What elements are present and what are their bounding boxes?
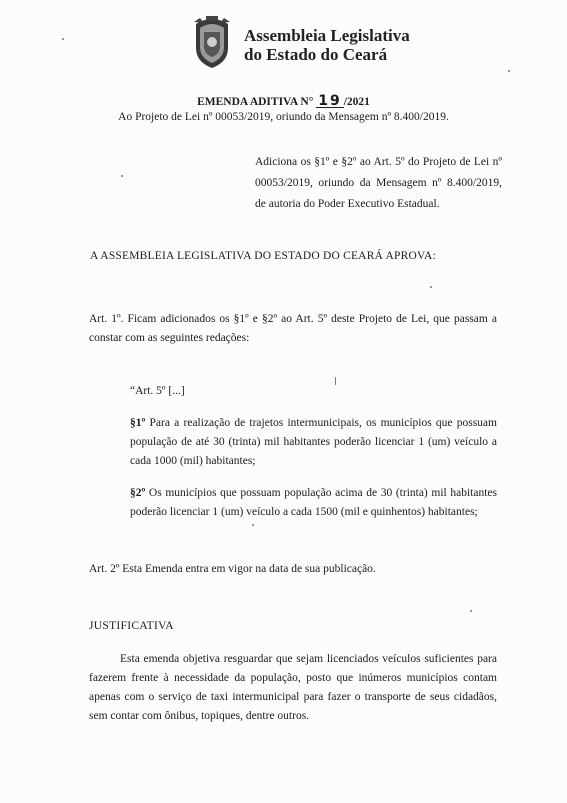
paragraph-1-text: Para a realização de trajetos intermunicipais, os municípios que possuam população de até 30 (trinta) mil habitantes poderão licenciar 1 (um) veículo a cada 1000 (mil) habitantes; — [130, 417, 497, 467]
title-prefix: EMENDA ADITIVA N° — [197, 96, 314, 108]
org-line-1: Assembleia Legislativa — [244, 26, 410, 45]
paragraph-2 — [130, 484, 497, 522]
amendment-number: 19 — [318, 93, 342, 109]
scan-speck — [335, 377, 336, 385]
scan-speck — [62, 38, 64, 40]
paragraph-1-label: §1º — [130, 417, 146, 429]
organization-name — [244, 26, 410, 64]
scan-speck — [470, 610, 472, 612]
justification-body: Esta emenda objetiva resguardar que sejam licenciados veículos suficientes para fazerem frente à necessidade da população, posto que inúmeros municípios contam apenas com o serviço de taxi intermunicipal para fazer o transporte de seus cidadãos, sem contar com ônibus, topiques, dentre outros. — [89, 653, 497, 722]
article-2: Art. 2º Esta Emenda entra em vigor na data de sua publicação. — [89, 563, 376, 575]
paragraph-2-label: §2º — [130, 487, 146, 499]
org-line-2: do Estado do Ceará — [244, 45, 388, 64]
scan-speck — [430, 286, 432, 288]
quoted-article-heading: “Art. 5º [...] — [130, 385, 185, 397]
paragraph-1 — [130, 414, 497, 471]
letterhead — [190, 14, 420, 70]
title-suffix: /2021 — [343, 96, 370, 108]
scan-speck — [252, 524, 254, 526]
paragraph-2-text: Os municípios que possuam população acima de 30 (trinta) mil habitantes poderão licenciar 1 (um) veículo a cada 1500 (mil e quinhentos) habitantes; — [130, 487, 497, 518]
approval-statement: A ASSEMBLEIA LEGISLATIVA DO ESTADO DO CEARÁ APROVA: — [90, 250, 436, 262]
justification-title: JUSTIFICATIVA — [89, 620, 174, 632]
article-1: Art. 1º. Ficam adicionados os §1º e §2º ao Art. 5º deste Projeto de Lei, que passam a constar com as seguintes redações: — [89, 313, 497, 344]
scan-speck — [121, 175, 123, 177]
amendment-subtitle: Ao Projeto de Lei nº 00053/2019, oriundo da Mensagem nº 8.400/2019. — [118, 111, 449, 123]
ementa: Adiciona os §1º e §2º ao Art. 5º do Projeto de Lei nº 00053/2019, oriundo da Mensagem nº 8.400/2019, de autoria do Poder Executivo Estadual. — [255, 156, 502, 210]
scan-speck — [508, 70, 510, 72]
coat-of-arms-icon — [190, 14, 234, 70]
amendment-title — [0, 95, 567, 108]
